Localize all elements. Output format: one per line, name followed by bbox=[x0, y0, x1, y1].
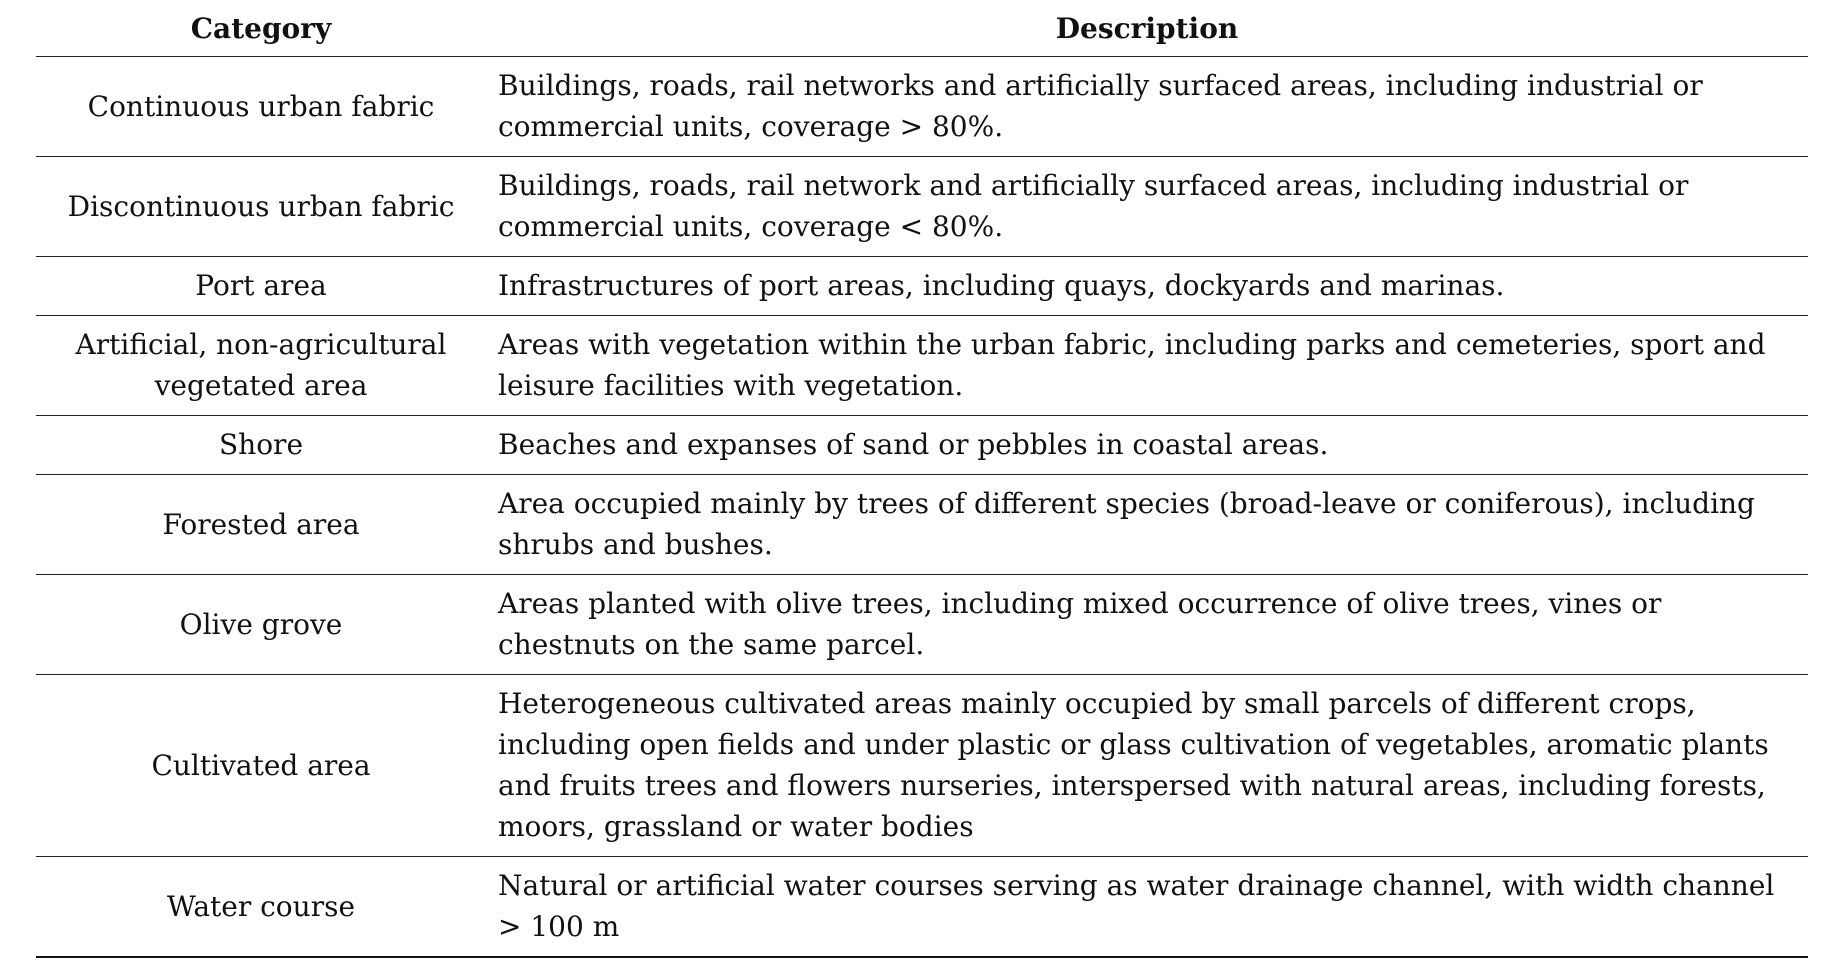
category-cell: Continuous urban fabric bbox=[36, 57, 486, 157]
description-cell: Area occupied mainly by trees of different species (broad-leave or coniferous), including shrubs and bushes. bbox=[486, 475, 1808, 575]
description-cell: Buildings, roads, rail networks and artificially surfaced areas, including industrial or commercial units, coverage > 80%. bbox=[486, 57, 1808, 157]
table-row bbox=[36, 416, 1808, 475]
table-row bbox=[36, 257, 1808, 316]
land-cover-category-table bbox=[36, 0, 1808, 958]
table-row bbox=[36, 316, 1808, 416]
description-cell: Areas with vegetation within the urban fabric, including parks and cemeteries, sport and leisure facilities with vegetation. bbox=[486, 316, 1808, 416]
category-cell: Discontinuous urban fabric bbox=[36, 157, 486, 257]
category-cell: Port area bbox=[36, 257, 486, 316]
header-category: Category bbox=[36, 0, 486, 57]
description-cell: Infrastructures of port areas, including quays, dockyards and marinas. bbox=[486, 257, 1808, 316]
description-cell: Heterogeneous cultivated areas mainly occupied by small parcels of different crops, including open fields and under plastic or glass cultivation of vegetables, aromatic plants and fruits trees and flowers nurseries, interspersed with natural areas, including forests, moors, grassland or water bodies bbox=[486, 675, 1808, 857]
description-cell: Natural or artificial water courses serving as water drainage channel, with width channel > 100 m bbox=[486, 857, 1808, 958]
table-row bbox=[36, 157, 1808, 257]
table-row bbox=[36, 475, 1808, 575]
category-cell: Forested area bbox=[36, 475, 486, 575]
table-row bbox=[36, 575, 1808, 675]
category-cell: Olive grove bbox=[36, 575, 486, 675]
category-cell: Artificial, non-agricultural vegetated area bbox=[36, 316, 486, 416]
header-description: Description bbox=[486, 0, 1808, 57]
category-cell: Cultivated area bbox=[36, 675, 486, 857]
description-cell: Beaches and expanses of sand or pebbles in coastal areas. bbox=[486, 416, 1808, 475]
description-cell: Areas planted with olive trees, including mixed occurrence of olive trees, vines or chestnuts on the same parcel. bbox=[486, 575, 1808, 675]
category-cell: Water course bbox=[36, 857, 486, 958]
land-cover-table-container bbox=[36, 0, 1808, 958]
category-cell: Shore bbox=[36, 416, 486, 475]
table-header bbox=[36, 0, 1808, 57]
table-row bbox=[36, 857, 1808, 958]
table-row bbox=[36, 675, 1808, 857]
table-row bbox=[36, 57, 1808, 157]
description-cell: Buildings, roads, rail network and artificially surfaced areas, including industrial or commercial units, coverage < 80%. bbox=[486, 157, 1808, 257]
table-body bbox=[36, 57, 1808, 958]
header-row bbox=[36, 0, 1808, 57]
